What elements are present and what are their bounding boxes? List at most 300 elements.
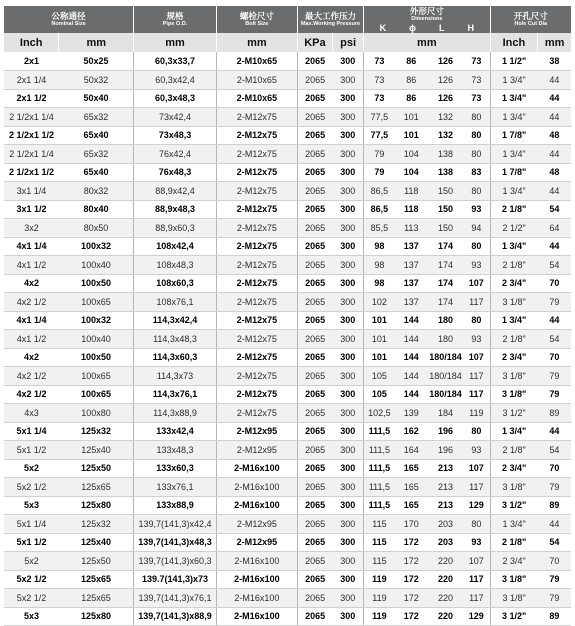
dim-l-cell: 213: [428, 459, 463, 478]
nominal-mm-cell: 50x25: [59, 52, 134, 71]
hole-inch-cell: 2 3/4": [490, 459, 538, 478]
hole-inch-cell: 1 3/4": [490, 89, 538, 108]
hole-mm-cell: 79: [538, 367, 571, 386]
nominal-inch-cell: 4x1 1/2: [4, 256, 59, 275]
bolt-size-cell: 2-M12x75: [216, 330, 297, 349]
pressure-psi-cell: 300: [333, 163, 364, 182]
dim-k-cell: 77,5: [364, 108, 395, 127]
table-row: [4, 311, 571, 330]
nominal-inch-cell: 5x3: [4, 496, 59, 515]
dim-k-cell: 101: [364, 330, 395, 349]
dim-phi-cell: 118: [395, 200, 428, 219]
bolt-size-cell: 2-M16x100: [216, 607, 297, 626]
dim-l-cell: 213: [428, 496, 463, 515]
table-row: [4, 293, 571, 312]
hole-inch-cell: 3 1/2": [490, 607, 538, 626]
table-row: [4, 274, 571, 293]
pressure-kpa-cell: 2065: [297, 330, 332, 349]
dim-l-cell: 180: [428, 330, 463, 349]
nominal-mm-cell: 50x32: [59, 71, 134, 90]
header-row-titles: [4, 6, 571, 33]
pressure-header: [297, 6, 363, 33]
pressure-psi-cell: 300: [333, 404, 364, 423]
dim-k-cell: 98: [364, 256, 395, 275]
hole-inch-cell: 1 3/4": [490, 311, 538, 330]
dim-phi-cell: 118: [395, 182, 428, 201]
dim-k-cell: 111,5: [364, 422, 395, 441]
dim-h-cell: 93: [463, 200, 490, 219]
bolt-size-subtitle: Bolt Size: [245, 21, 269, 27]
hole-mm-cell: 79: [538, 293, 571, 312]
nominal-inch-cell: 5x1 1/4: [4, 422, 59, 441]
hole-inch-cell: 2 1/8": [490, 200, 538, 219]
pipe-od-cell: 133x60,3: [134, 459, 217, 478]
pressure-kpa-cell: 2065: [297, 71, 332, 90]
dim-l-cell: 150: [428, 219, 463, 238]
nominal-mm-cell: 80x40: [59, 200, 134, 219]
pressure-kpa-cell: 2065: [297, 274, 332, 293]
pressure-kpa-cell: 2065: [297, 422, 332, 441]
dim-k-cell: 115: [364, 552, 395, 571]
nominal-mm-cell: 50x40: [59, 89, 134, 108]
dim-l-cell: 180/184: [428, 385, 463, 404]
pressure-psi-cell: 300: [333, 533, 364, 552]
nominal-mm-cell: 65x32: [59, 145, 134, 164]
bolt-size-cell: 2-M12x75: [216, 311, 297, 330]
hole-inch-cell: 1 7/8": [490, 126, 538, 145]
pressure-kpa-cell: 2065: [297, 533, 332, 552]
pressure-kpa-cell: 2065: [297, 367, 332, 386]
pressure-kpa-cell: 2065: [297, 163, 332, 182]
dim-l-cell: 174: [428, 274, 463, 293]
pressure-psi-cell: 300: [333, 478, 364, 497]
dim-phi-cell: 101: [395, 108, 428, 127]
dimensions-title: 外形尺寸: [409, 6, 444, 16]
bolt-size-cell: 2-M12x75: [216, 348, 297, 367]
table-row: [4, 570, 571, 589]
dim-l-cell: 126: [428, 89, 463, 108]
nominal-inch-cell: 5x1 1/2: [4, 533, 59, 552]
hole-mm-cell: 70: [538, 274, 571, 293]
nominal-mm-cell: 125x65: [59, 589, 134, 608]
table-row: [4, 496, 571, 515]
bolt-size-cell: 2-M12x75: [216, 145, 297, 164]
unit-kpa: KPa: [297, 33, 332, 52]
pressure-kpa-cell: 2065: [297, 182, 332, 201]
hole-mm-cell: 48: [538, 126, 571, 145]
pressure-kpa-cell: 2065: [297, 515, 332, 534]
nominal-inch-cell: 4x2: [4, 274, 59, 293]
dim-h-cell: 80: [463, 182, 490, 201]
dim-l-cell: 220: [428, 589, 463, 608]
hole-inch-cell: 3 1/8": [490, 478, 538, 497]
pressure-psi-cell: 300: [333, 552, 364, 571]
hole-mm-cell: 54: [538, 330, 571, 349]
pressure-kpa-cell: 2065: [297, 441, 332, 460]
bolt-size-cell: 2-M16x100: [216, 478, 297, 497]
dim-h-cell: 80: [463, 237, 490, 256]
dim-k-cell: 73: [364, 71, 395, 90]
nominal-mm-cell: 100x32: [59, 311, 134, 330]
nominal-mm-cell: 100x40: [59, 256, 134, 275]
dim-l-cell: 180: [428, 311, 463, 330]
dim-l-cell: 203: [428, 533, 463, 552]
bolt-size-cell: 2-M10x65: [216, 89, 297, 108]
table-row: [4, 385, 571, 404]
hole-mm-cell: 44: [538, 311, 571, 330]
dim-phi-cell: 172: [395, 607, 428, 626]
hole-inch-cell: 1 3/4": [490, 237, 538, 256]
pipe-od-cell: 139.7(141,3)x73: [134, 570, 217, 589]
dim-k-cell: 102: [364, 293, 395, 312]
dim-phi-cell: 172: [395, 552, 428, 571]
hole-mm-cell: 54: [538, 441, 571, 460]
pressure-kpa-cell: 2065: [297, 89, 332, 108]
dim-l-cell: 220: [428, 607, 463, 626]
pipe-od-cell: 139,7(141,3)x48,3: [134, 533, 217, 552]
dimensions-subtitle: Dimensions: [411, 16, 443, 22]
pipe-od-cell: 108x42,4: [134, 237, 217, 256]
dim-h-cell: 129: [463, 496, 490, 515]
unit-hole-inch: Inch: [490, 33, 538, 52]
dim-k-cell: 101: [364, 311, 395, 330]
dim-h-cell: 94: [463, 219, 490, 238]
dim-h-cell: 73: [463, 89, 490, 108]
pipe-od-cell: 76x42,4: [134, 145, 217, 164]
dim-k-cell: 79: [364, 145, 395, 164]
nominal-mm-cell: 125x65: [59, 478, 134, 497]
pipe-od-cell: 139,7(141,3)x42,4: [134, 515, 217, 534]
pressure-kpa-cell: 2065: [297, 108, 332, 127]
bolt-size-cell: 2-M12x75: [216, 219, 297, 238]
dim-k-cell: 119: [364, 570, 395, 589]
pressure-kpa-cell: 2065: [297, 256, 332, 275]
pressure-psi-cell: 300: [333, 348, 364, 367]
hole-cut-title: 开孔尺寸: [513, 11, 548, 21]
table-body: [4, 52, 571, 626]
pipe-od-cell: 76x48,3: [134, 163, 217, 182]
pipe-od-cell: 114,3x48,3: [134, 330, 217, 349]
dim-k-cell: 77,5: [364, 126, 395, 145]
pressure-psi-cell: 300: [333, 515, 364, 534]
hole-inch-cell: 1 3/4": [490, 145, 538, 164]
dim-k-cell: 119: [364, 589, 395, 608]
pressure-psi-cell: 300: [333, 219, 364, 238]
dim-h-cell: 73: [463, 71, 490, 90]
dim-l-cell: 220: [428, 552, 463, 571]
pressure-psi-cell: 300: [333, 200, 364, 219]
unit-inch: Inch: [4, 33, 59, 52]
pressure-kpa-cell: 2065: [297, 293, 332, 312]
hole-mm-cell: 44: [538, 145, 571, 164]
dim-h-cell: 80: [463, 422, 490, 441]
hole-cut-header: [490, 6, 571, 33]
hole-inch-cell: 3 1/2": [490, 404, 538, 423]
hole-mm-cell: 44: [538, 108, 571, 127]
pipe-od-cell: 88,9x42,4: [134, 182, 217, 201]
dim-k-cell: 105: [364, 385, 395, 404]
dim-k-cell: 98: [364, 237, 395, 256]
hole-inch-cell: 2 1/8": [490, 256, 538, 275]
bolt-size-cell: 2-M12x75: [216, 404, 297, 423]
dim-k-cell: 115: [364, 515, 395, 534]
nominal-mm-cell: 100x32: [59, 237, 134, 256]
bolt-size-cell: 2-M12x75: [216, 163, 297, 182]
pressure-kpa-cell: 2065: [297, 496, 332, 515]
table-row: [4, 219, 571, 238]
dim-h-cell: 107: [463, 274, 490, 293]
nominal-inch-cell: 2 1/2x1 1/2: [4, 126, 59, 145]
pressure-psi-cell: 300: [333, 293, 364, 312]
hole-inch-cell: 3 1/8": [490, 570, 538, 589]
nominal-size-title: 公称通径: [51, 11, 86, 21]
dim-h-cell: 107: [463, 459, 490, 478]
hole-mm-cell: 70: [538, 459, 571, 478]
pipe-od-cell: 114,3x73: [134, 367, 217, 386]
dim-h-cell: 93: [463, 330, 490, 349]
table-row: [4, 182, 571, 201]
dim-h-cell: 83: [463, 163, 490, 182]
hole-inch-cell: 3 1/8": [490, 293, 538, 312]
nominal-inch-cell: 3x2: [4, 219, 59, 238]
dim-phi-cell: 144: [395, 367, 428, 386]
bolt-size-header: [216, 6, 297, 33]
hole-inch-cell: 3 1/8": [490, 385, 538, 404]
nominal-mm-cell: 125x32: [59, 422, 134, 441]
dim-h-cell: 117: [463, 367, 490, 386]
unit-hole-mm: mm: [538, 33, 571, 52]
nominal-inch-cell: 4x2: [4, 348, 59, 367]
nominal-mm-cell: 125x50: [59, 459, 134, 478]
bolt-size-cell: 2-M12x75: [216, 274, 297, 293]
dim-k-cell: 86,5: [364, 182, 395, 201]
nominal-inch-cell: 4x1 1/2: [4, 330, 59, 349]
pressure-psi-cell: 300: [333, 145, 364, 164]
dim-phi-cell: 172: [395, 533, 428, 552]
dim-h-cell: 80: [463, 145, 490, 164]
dim-l-cell: 150: [428, 182, 463, 201]
dim-l-cell: 132: [428, 108, 463, 127]
pressure-psi-cell: 300: [333, 459, 364, 478]
dim-h-cell: 80: [463, 311, 490, 330]
dim-phi-label: ϕ: [409, 23, 416, 33]
table-row: [4, 237, 571, 256]
nominal-mm-cell: 125x80: [59, 496, 134, 515]
bolt-size-cell: 2-M16x100: [216, 589, 297, 608]
nominal-inch-cell: 3x1 1/4: [4, 182, 59, 201]
hole-inch-cell: 1 7/8": [490, 163, 538, 182]
dim-phi-cell: 137: [395, 256, 428, 275]
dim-k-cell: 111,5: [364, 478, 395, 497]
table-row: [4, 330, 571, 349]
pipe-od-cell: 73x48,3: [134, 126, 217, 145]
nominal-size-subtitle: Nominal Size: [51, 21, 86, 27]
bolt-size-cell: 2-M12x75: [216, 108, 297, 127]
pressure-kpa-cell: 2065: [297, 219, 332, 238]
dim-l-cell: 213: [428, 478, 463, 497]
pressure-kpa-cell: 2065: [297, 552, 332, 571]
bolt-size-cell: 2-M16x100: [216, 570, 297, 589]
hole-inch-cell: 2 1/8": [490, 533, 538, 552]
bolt-size-cell: 2-M12x75: [216, 256, 297, 275]
bolt-size-cell: 2-M12x95: [216, 422, 297, 441]
nominal-mm-cell: 65x32: [59, 108, 134, 127]
pressure-title: 最大工作压力: [304, 11, 356, 21]
table-row: [4, 200, 571, 219]
nominal-inch-cell: 2 1/2x1 1/2: [4, 163, 59, 182]
hole-inch-cell: 3 1/8": [490, 367, 538, 386]
bolt-size-cell: 2-M12x75: [216, 182, 297, 201]
dim-h-cell: 93: [463, 441, 490, 460]
table-row: [4, 404, 571, 423]
nominal-mm-cell: 125x80: [59, 607, 134, 626]
hole-mm-cell: 44: [538, 89, 571, 108]
hole-inch-cell: 1 1/2": [490, 52, 538, 71]
nominal-mm-cell: 65x40: [59, 126, 134, 145]
dim-l-cell: 138: [428, 163, 463, 182]
pipe-od-cell: 60,3x33,7: [134, 52, 217, 71]
nominal-mm-cell: 100x40: [59, 330, 134, 349]
dim-l-cell: 196: [428, 422, 463, 441]
dim-k-cell: 73: [364, 89, 395, 108]
hole-mm-cell: 44: [538, 422, 571, 441]
pressure-kpa-cell: 2065: [297, 237, 332, 256]
dim-k-cell: 85,5: [364, 219, 395, 238]
bolt-size-title: 螺栓尺寸: [239, 11, 274, 21]
dim-h-cell: 80: [463, 126, 490, 145]
pressure-psi-cell: 300: [333, 52, 364, 71]
pipe-od-cell: 108x60,3: [134, 274, 217, 293]
hole-inch-cell: 1 3/4": [490, 182, 538, 201]
dim-phi-cell: 104: [395, 163, 428, 182]
nominal-mm-cell: 125x40: [59, 441, 134, 460]
table-row: [4, 459, 571, 478]
table-row: [4, 607, 571, 626]
dim-k-cell: 98: [364, 274, 395, 293]
nominal-mm-cell: 100x50: [59, 274, 134, 293]
dim-l-label: L: [438, 23, 445, 33]
table-row: [4, 52, 571, 71]
hole-mm-cell: 48: [538, 163, 571, 182]
hole-mm-cell: 54: [538, 256, 571, 275]
hole-inch-cell: 1 3/4": [490, 515, 538, 534]
pressure-kpa-cell: 2065: [297, 589, 332, 608]
hole-mm-cell: 44: [538, 71, 571, 90]
nominal-inch-cell: 4x2 1/2: [4, 293, 59, 312]
spec-table: [4, 6, 571, 626]
bolt-size-cell: 2-M16x100: [216, 496, 297, 515]
dim-h-cell: 80: [463, 515, 490, 534]
nominal-inch-cell: 4x1 1/4: [4, 311, 59, 330]
dim-phi-cell: 172: [395, 570, 428, 589]
nominal-inch-cell: 5x2 1/2: [4, 589, 59, 608]
dim-h-cell: 107: [463, 348, 490, 367]
table-row: [4, 71, 571, 90]
dim-phi-cell: 137: [395, 237, 428, 256]
pipe-od-cell: 73x42,4: [134, 108, 217, 127]
hole-cut-subtitle: Hole Cut Dia: [514, 21, 548, 27]
table-row: [4, 552, 571, 571]
dim-l-cell: 126: [428, 71, 463, 90]
dim-h-label: H: [467, 23, 474, 33]
pressure-psi-cell: 300: [333, 330, 364, 349]
hole-inch-cell: 2 3/4": [490, 552, 538, 571]
dim-k-cell: 102,5: [364, 404, 395, 423]
bolt-size-cell: 2-M16x100: [216, 552, 297, 571]
pressure-kpa-cell: 2065: [297, 348, 332, 367]
hole-mm-cell: 70: [538, 552, 571, 571]
pipe-od-cell: 114,3x88,9: [134, 404, 217, 423]
hole-inch-cell: 3 1/2": [490, 496, 538, 515]
dim-k-cell: 105: [364, 367, 395, 386]
table-row: [4, 478, 571, 497]
table-row: [4, 533, 571, 552]
pressure-psi-cell: 300: [333, 422, 364, 441]
nominal-inch-cell: 2x1 1/4: [4, 71, 59, 90]
unit-bolt-mm: mm: [216, 33, 297, 52]
dim-l-cell: 184: [428, 404, 463, 423]
nominal-inch-cell: 5x2 1/2: [4, 478, 59, 497]
hole-mm-cell: 44: [538, 237, 571, 256]
nominal-mm-cell: 100x50: [59, 348, 134, 367]
dim-k-label: K: [379, 23, 387, 33]
nominal-inch-cell: 2x1 1/2: [4, 89, 59, 108]
nominal-inch-cell: 5x2: [4, 552, 59, 571]
pressure-kpa-cell: 2065: [297, 478, 332, 497]
hole-inch-cell: 2 1/8": [490, 441, 538, 460]
dim-phi-cell: 144: [395, 348, 428, 367]
dim-phi-cell: 137: [395, 293, 428, 312]
nominal-inch-cell: 4x2 1/2: [4, 385, 59, 404]
hole-mm-cell: 44: [538, 182, 571, 201]
dim-h-cell: 93: [463, 256, 490, 275]
dim-l-cell: 126: [428, 52, 463, 71]
nominal-inch-cell: 2 1/2x1 1/4: [4, 108, 59, 127]
hole-mm-cell: 70: [538, 348, 571, 367]
dim-phi-cell: 86: [395, 71, 428, 90]
nominal-mm-cell: 125x32: [59, 515, 134, 534]
dim-phi-cell: 165: [395, 478, 428, 497]
pipe-od-cell: 60,3x42,4: [134, 71, 217, 90]
dimensions-letters: [364, 23, 489, 33]
nominal-mm-cell: 100x80: [59, 404, 134, 423]
bolt-size-cell: 2-M12x75: [216, 293, 297, 312]
nominal-inch-cell: 2 1/2x1 1/4: [4, 145, 59, 164]
dim-h-cell: 107: [463, 552, 490, 571]
dim-phi-cell: 165: [395, 496, 428, 515]
nominal-inch-cell: 5x1 1/2: [4, 441, 59, 460]
unit-dims-mm: mm: [364, 33, 490, 52]
pipe-od-cell: 139,7(141,3)x88,9: [134, 607, 217, 626]
pressure-psi-cell: 300: [333, 496, 364, 515]
pressure-kpa-cell: 2065: [297, 404, 332, 423]
hole-inch-cell: 2 3/4": [490, 348, 538, 367]
dim-k-cell: 115: [364, 533, 395, 552]
hole-mm-cell: 79: [538, 589, 571, 608]
pressure-psi-cell: 300: [333, 570, 364, 589]
unit-mm: mm: [59, 33, 134, 52]
hole-mm-cell: 79: [538, 385, 571, 404]
dimensions-header: [364, 6, 490, 33]
dim-phi-cell: 86: [395, 52, 428, 71]
pipe-od-title: 规格: [166, 11, 184, 21]
pressure-kpa-cell: 2065: [297, 459, 332, 478]
pressure-kpa-cell: 2065: [297, 311, 332, 330]
pressure-kpa-cell: 2065: [297, 385, 332, 404]
pipe-od-cell: 108x76,1: [134, 293, 217, 312]
hole-mm-cell: 38: [538, 52, 571, 71]
hole-inch-cell: 2 3/4": [490, 274, 538, 293]
